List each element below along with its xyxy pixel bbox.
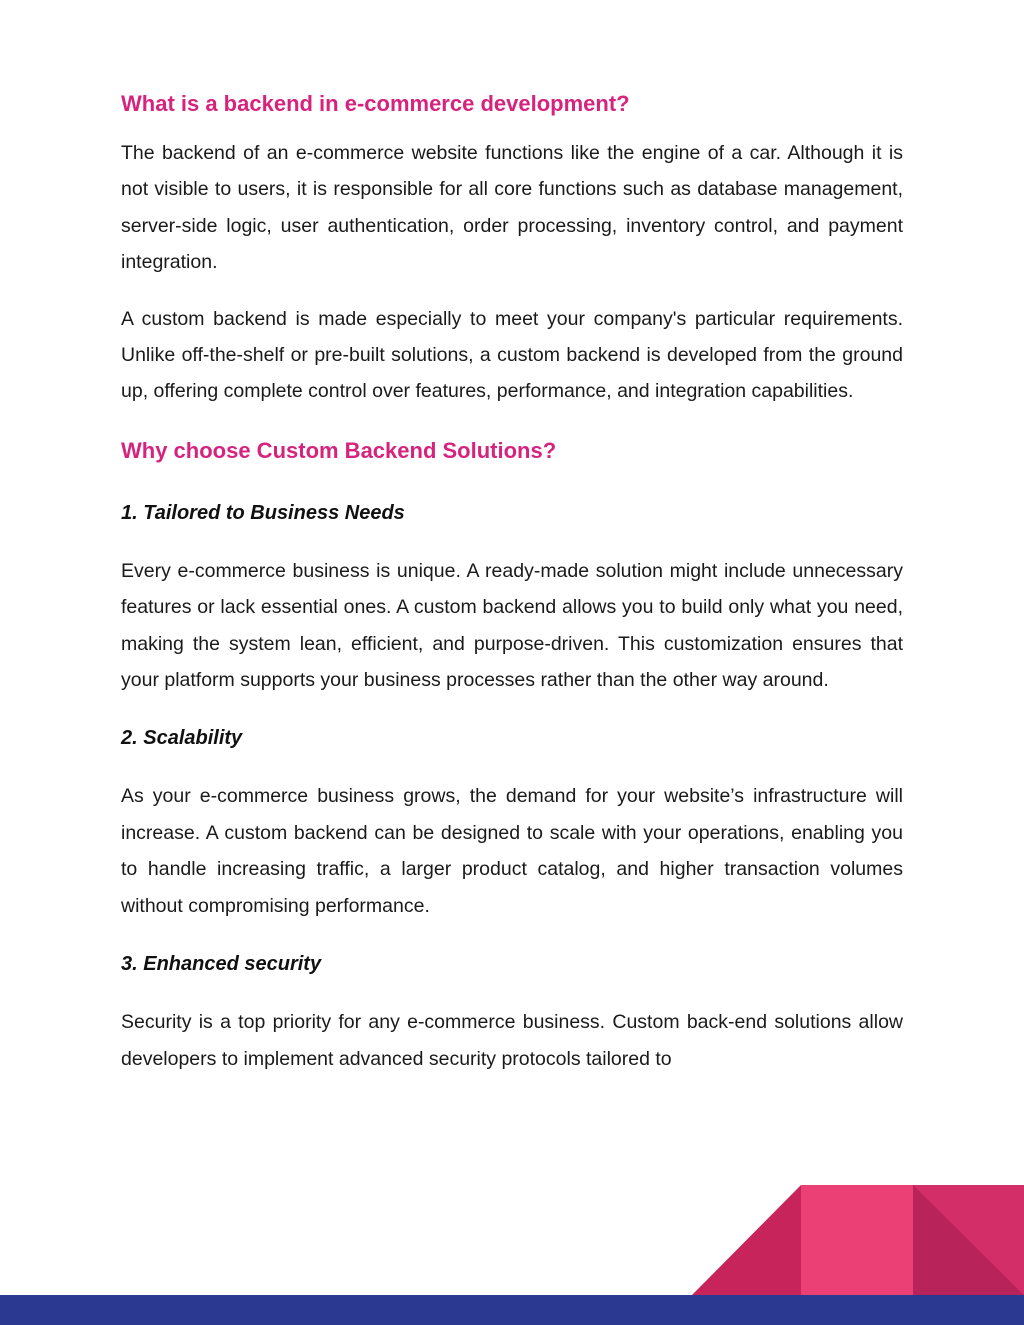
paragraph-backend-definition: The backend of an e-commerce website functions like the engine of a car. Although it is not visible to users, it is responsible for all core functions such as database management, server-side logic, user authentication, order processing, inventory control, and payment integration. [121, 142, 903, 274]
decor-block-middle [801, 1185, 913, 1295]
subheading-security: 3. Enhanced security [121, 953, 322, 976]
decor-fold-shadow [913, 1185, 1024, 1295]
paragraph-security: Security is a top priority for any e-commerce business. Custom back-end solutions allow developers to implement advanced security protocols tailored to [121, 1011, 903, 1070]
heading-why-custom-backend: Why choose Custom Backend Solutions? [121, 437, 557, 463]
paragraph-custom-backend: A custom backend is made especially to meet your company's particular requirements. Unlike off-the-shelf or pre-built solutions, a custom backend is developed from the ground up, offering complete control over features, performance, and integration capabilities. [121, 307, 903, 403]
paragraph-tailored: Every e-commerce business is unique. A ready-made solution might include unnecessary features or lack essential ones. A custom backend allows you to build only what you need, making the system lean, efficient, and purpose-driven. This customization ensures that your platform supports your business processes rather than the other way around. [121, 559, 903, 692]
footer-bar [0, 1295, 1024, 1325]
decor-block-right [913, 1185, 1024, 1295]
decor-triangle-left [692, 1185, 801, 1295]
heading-what-is-backend: What is a backend in e-commerce development? [121, 91, 630, 116]
document-body [121, 86, 903, 1077]
subheading-scalability: 2. Scalability [121, 727, 243, 750]
subheading-tailored: 1. Tailored to Business Needs [121, 501, 405, 524]
paragraph-scalability: As your e-commerce business grows, the demand for your website’s infrastructure will increase. A custom backend can be designed to scale with your operations, enabling you to handle increasing traffic, a larger product catalog, and higher transaction volumes without compromising performance. [121, 785, 903, 917]
